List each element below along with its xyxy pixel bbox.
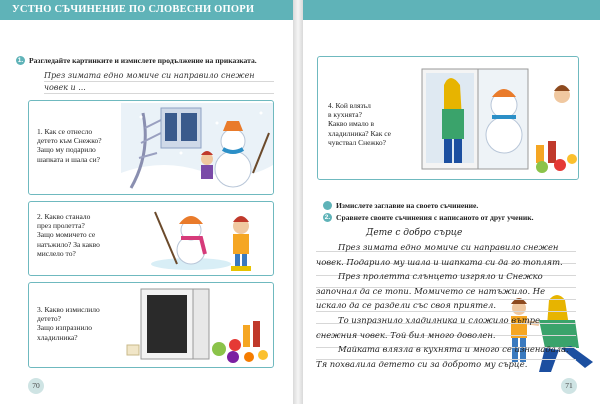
- left-page: [0, 0, 293, 404]
- composition-paragraph-3: То изпразнило хладилника и сложило вътре снежния човек. Той бил много доволен.: [316, 314, 540, 340]
- question-4: 4. Кой влязъл в кухнята? Какво имало в хладилника? Как се чувствал Снежко?: [328, 101, 391, 147]
- picture-panel-2: [28, 201, 274, 276]
- picture-panel-3: [28, 282, 274, 368]
- header-bar: [0, 0, 293, 20]
- picture-panel-1: [28, 100, 274, 195]
- task-number-2-dot: [323, 201, 332, 210]
- composition-paragraph-2: През пролетта слънцето изгряло и Снежко започнал да се топи. Момичето се натъжило. Не искало да се раздели със своя приятел.: [316, 271, 546, 311]
- task-2: [323, 201, 478, 210]
- composition-paragraph-4: Майката влязла в кухнята и много се изненадала. Тя похвалила детето си за доброто му сърце.: [316, 344, 569, 369]
- composition-title: Дете с добро сърце: [366, 228, 463, 238]
- composition-paragraph-1: През зимата едно момиче си направило снежен човек. Подарило му шала и шапката си да го топлят.: [316, 242, 563, 267]
- task-3: [323, 213, 534, 222]
- spring-melting-snowman-illustration: [125, 204, 273, 274]
- composition-text: [316, 240, 576, 371]
- page-gutter: [293, 0, 303, 404]
- winter-snowman-illustration: [121, 103, 273, 193]
- task-number-1: 1.: [17, 57, 24, 64]
- task-1: [16, 56, 257, 65]
- page-number-right: 71: [561, 378, 577, 394]
- story-intro: През зимата едно момиче си направило снежен човек и ...: [44, 70, 274, 94]
- question-3: 3. Какво измислило детето? Защо изпразнило хладилника?: [37, 305, 100, 342]
- kitchen-fridge-snowman-illustration: [412, 59, 578, 179]
- task-number-3: 2.: [324, 214, 331, 221]
- header-bar-right: [303, 0, 600, 20]
- task-2-text: Измислете заглавие на своето съчинение.: [336, 201, 479, 210]
- question-2: 2. Какво станало през пролетта? Защо момичето се натъжило? За какво мислело то?: [37, 212, 100, 258]
- page-title: УСТНО СЪЧИНЕНИЕ ПО СЛОВЕСНИ ОПОРИ: [12, 4, 255, 15]
- question-1: 1. Как се отнесло детето към Снежко? Защо му подарило шапката и шала си?: [37, 127, 102, 164]
- empty-fridge-illustration: [123, 285, 273, 367]
- task-1-text: Разгледайте картинките и измислете продължение на приказката.: [29, 56, 257, 65]
- picture-panel-4: [317, 56, 579, 180]
- task-3-text: Сравнете своите съчинения с написаното от друг ученик.: [336, 213, 534, 222]
- page-number-left: 70: [28, 378, 44, 394]
